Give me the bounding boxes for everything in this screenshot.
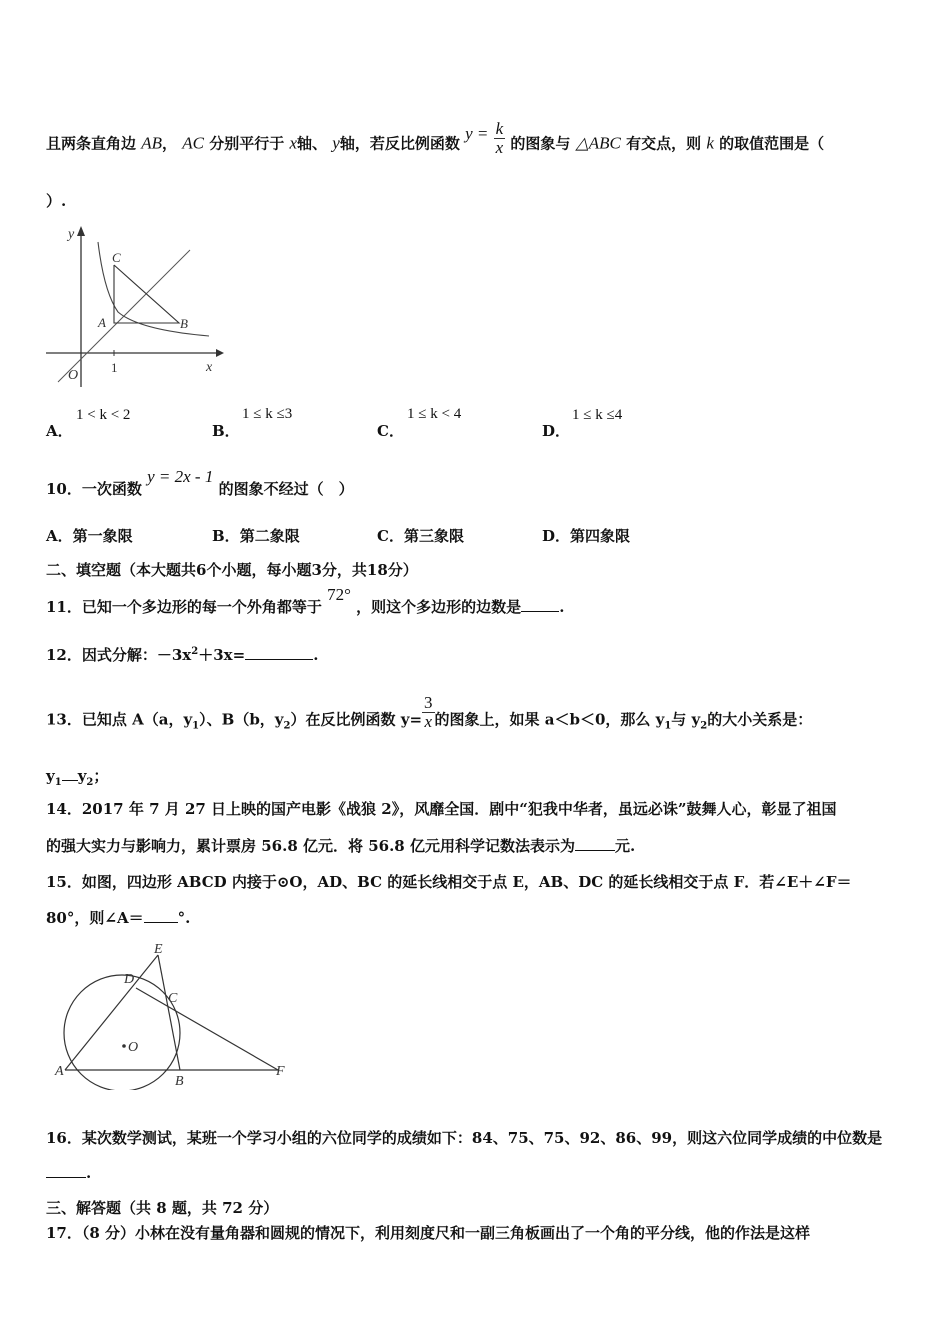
- q13-p4: 的图象上，如果 a＜b＜0，那么 y: [434, 710, 665, 729]
- q9-option-d-value: 1 ≤ k ≤4: [572, 407, 623, 423]
- fig-label-d: D: [124, 972, 135, 987]
- q12-answer-blank[interactable]: [245, 645, 313, 660]
- q10-option-a-value: 第一象限: [72, 527, 133, 545]
- q9-triangle: △ABC: [575, 133, 621, 153]
- q13-sub3: 1: [664, 720, 672, 732]
- q11-answer-blank[interactable]: [521, 597, 559, 612]
- q11-text: [46, 585, 565, 617]
- q13-sub2: 2: [283, 720, 291, 732]
- q9-close: ）.: [46, 192, 67, 210]
- q15-line1: 15．如图，四边形 ABCD 内接于⊙O，AD、BC 的延长线相交于点 E，AB、DC 的延长线相交于点 F．若∠E＋∠F＝: [46, 873, 852, 891]
- q9-option-d-letter[interactable]: D．: [542, 422, 571, 440]
- q15-end: °.: [177, 909, 191, 927]
- fig-label-o: O: [128, 1040, 139, 1055]
- q14-answer-blank[interactable]: [575, 836, 615, 851]
- q12-text: [46, 644, 318, 665]
- q10-option-a-letter: A．: [46, 527, 73, 545]
- fig-label-b: B: [175, 1074, 184, 1089]
- q14-end: 元.: [614, 837, 636, 855]
- label-a: A: [98, 315, 106, 330]
- q12-end: .: [313, 646, 319, 664]
- q10-option-c-value: 第三象限: [403, 527, 464, 545]
- q13-answer-line: [46, 765, 108, 788]
- q13-ans-y2: y: [77, 767, 87, 785]
- q10-option-c-letter: C．: [377, 527, 404, 545]
- label-o: O: [68, 368, 79, 383]
- q17-text: 17．（8 分）小林在没有量角器和圆规的情况下，利用刻度尺和一副三角板画出了一个角的平分线，他的作法是这样: [46, 1224, 811, 1242]
- q9-mid4: 的图象与: [510, 134, 571, 153]
- q9-ab: AB: [141, 133, 163, 153]
- label-y: y: [68, 227, 75, 242]
- fig-label-e: E: [154, 942, 163, 957]
- q9-fraction-den: x: [495, 138, 504, 157]
- q13-answer-blank[interactable]: [62, 766, 78, 781]
- q15-answer-blank[interactable]: [144, 908, 178, 923]
- q9-fraction-num: k: [495, 119, 504, 138]
- triangle-abc: [114, 265, 179, 323]
- q9-text: [46, 119, 825, 163]
- q13-sub4: 2: [700, 720, 708, 732]
- q16-answer-blank[interactable]: [46, 1163, 86, 1178]
- q9-ac: AC: [182, 133, 205, 153]
- q9-mid1: 分别平行于: [209, 134, 285, 153]
- q13-sub1: 1: [192, 720, 200, 732]
- q9-option-a-letter[interactable]: A．: [46, 422, 73, 440]
- q11-prefix: 11．已知一个多边形的每一个外角都等于: [46, 598, 322, 616]
- q10-option-a[interactable]: [46, 525, 133, 546]
- q10-prefix: 10．一次函数: [46, 480, 142, 498]
- fig-label-f: F: [276, 1064, 285, 1079]
- q14-line2-text: 的强大实力与影响力，累计票房 56.8 亿元．将 56.8 亿元用科学记数法表示为: [46, 837, 575, 855]
- q14-line2: [46, 835, 635, 856]
- q10-option-b[interactable]: [212, 525, 300, 546]
- q9-mid3: 轴，若反比例函数: [339, 134, 460, 153]
- q9-k: k: [706, 133, 714, 153]
- q13-ans-y1: y: [46, 767, 55, 785]
- fig-label-c: C: [168, 991, 178, 1006]
- q9-comma: ，: [162, 134, 178, 153]
- label-c: C: [112, 250, 121, 265]
- q9-mid5: 有交点，则: [626, 134, 702, 153]
- circle-o: [64, 975, 180, 1090]
- y-axis-arrow: [77, 226, 85, 236]
- q9-suffix: 的取值范围是（: [719, 134, 825, 153]
- q16-end: .: [86, 1164, 92, 1182]
- q16-line2: [46, 1163, 91, 1182]
- q11-angle: 72°: [327, 585, 351, 604]
- q10-option-b-value: 第二象限: [239, 527, 300, 545]
- label-b: B: [180, 316, 188, 331]
- label-x: x: [206, 360, 213, 375]
- q9-prefix: 且两条直角边: [46, 134, 137, 153]
- q13-p1: 13．已知点 A（a，y: [46, 710, 193, 729]
- q10-option-b-letter: B．: [212, 527, 240, 545]
- q9-option-b-letter[interactable]: B．: [212, 422, 240, 440]
- q9-fraction: [494, 120, 506, 157]
- q10-option-d[interactable]: [542, 525, 630, 546]
- q14-line1: 14．2017 年 7 月 27 日上映的国产电影《战狼 2》，风靡全国．剧中“犯我中华者，虽远必诛”鼓舞人心，彰显了祖国: [46, 800, 837, 818]
- q13-ans-sub2: 2: [86, 777, 94, 788]
- q11-end: .: [559, 598, 565, 616]
- section-3-heading: 三、解答题（共 8 题，共 72 分）: [46, 1199, 279, 1217]
- q9-graph-figure: [44, 222, 224, 392]
- q13-p6: 的大小关系是：: [707, 710, 813, 729]
- q10-suffix: 的图象不经过（ ）: [218, 480, 354, 498]
- q9-mid2: 轴、: [297, 134, 328, 153]
- q13-p2: ）、B（b，y: [199, 710, 284, 729]
- q11-suffix: ，则这个多边形的边数是: [356, 598, 522, 616]
- q10-option-c[interactable]: [377, 525, 464, 546]
- line-d-f: [136, 988, 278, 1070]
- q13-text: [46, 693, 813, 739]
- q13-fraction-den: x: [424, 712, 433, 731]
- q13-p5: 与 y: [671, 710, 701, 729]
- q9-option-b-value: 1 ≤ k ≤3: [242, 406, 293, 422]
- q16-line1: 16．某次数学测试，某班一个学习小组的六位同学的成绩如下：84、75、75、92、86、99，则这六位同学成绩的中位数是: [46, 1129, 883, 1147]
- q12-mid: ＋3x=: [198, 646, 246, 664]
- q10-function: y = 2x - 1: [147, 467, 214, 486]
- q15-line2: [46, 907, 190, 928]
- q13-p3: ）在反比例函数 y=: [290, 710, 423, 729]
- q15-line2-text: 80°，则∠A＝: [46, 909, 144, 927]
- q12-exponent: 2: [191, 646, 199, 657]
- q15-circle-figure: [50, 940, 300, 1090]
- section-2-heading: 二、填空题（本大题共6个小题，每小题3分，共18分）: [46, 561, 418, 579]
- label-tick-1: 1: [111, 360, 118, 375]
- q10-option-d-letter: D．: [542, 527, 571, 545]
- q13-fraction: [422, 694, 435, 731]
- q13-ans-end: ；: [93, 767, 109, 785]
- q9-y: y: [332, 133, 340, 153]
- q9-option-a-value: 1 < k < 2: [76, 407, 131, 423]
- q13-ans-sub1: 1: [54, 777, 62, 788]
- x-axis-arrow: [216, 349, 224, 357]
- fig-label-a: A: [55, 1064, 64, 1079]
- q9-x: x: [289, 133, 298, 153]
- center-dot: [122, 1044, 126, 1048]
- q9-fn-lhs: y =: [465, 123, 489, 143]
- q9-option-c-letter[interactable]: C．: [377, 422, 404, 440]
- q10-option-d-value: 第四象限: [570, 527, 631, 545]
- q10-text: [46, 467, 354, 499]
- q9-option-c-value: 1 ≤ k < 4: [407, 406, 462, 422]
- line-a-e: [65, 955, 158, 1070]
- q13-fraction-num: 3: [424, 693, 433, 712]
- q12-prefix: 12．因式分解：－3x: [46, 646, 192, 664]
